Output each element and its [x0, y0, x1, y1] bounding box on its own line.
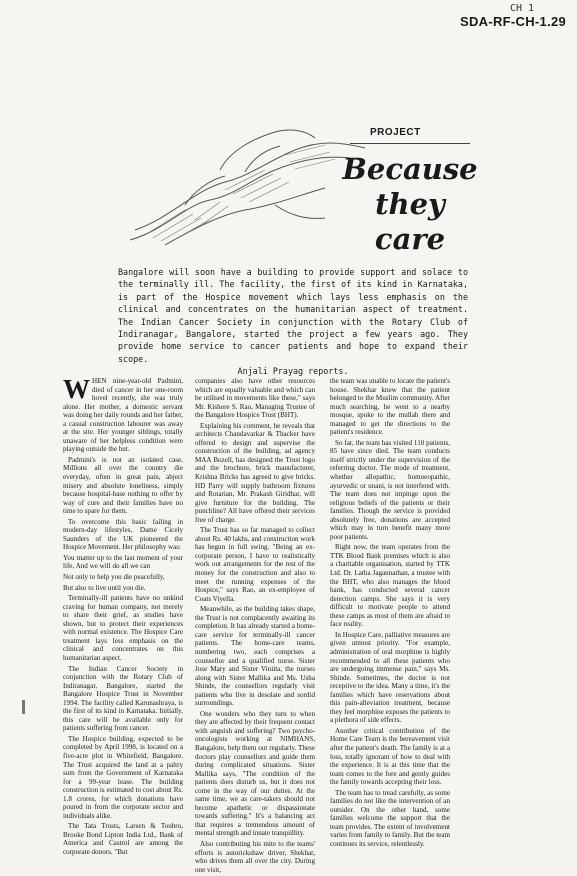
paragraph: The Indian Cancer Society in conjunction with the Rotary Club of Indiranagar, Bangalore, started the Bangalore Hospice Trust in November 1994. The facility called Karunashraya, is the first of its kind in Karnataka. Initially, this care will be available only for patients suffering from cancer. [63, 664, 183, 733]
headline-line-1: Because they [342, 152, 478, 221]
quote-line: Not only to help you die peacefully, [63, 573, 165, 582]
drop-cap: W [63, 374, 90, 404]
standfirst [118, 266, 468, 378]
paragraph: HEN nine-year-old Padmini, died of cancer in her one-room hovel recently, she was truly alone. Her mother, a domestic servant was doing her daily rounds and her father, a casual construction labourer was away at the site. Her younger siblings, totally unaware of her helpless condition were playing outside the hut. [63, 377, 183, 454]
scan-artifact [22, 700, 25, 714]
quote-line: But also to live until you die. [63, 583, 146, 592]
paragraph: Terminally-ill patients have no unkind craving for human company, not merely to share their grief, as studies have shown, but to protect their experiences with normal existence. The Hospice Care treatment lays less emphasis on the clinical and concentrates on this humanitarian aspect. [63, 594, 183, 662]
paragraph: the team was unable to locate the patient's house. Shekhar knew that the patient belonged to the Muslim community. After much searching, he went to a nearby mosque, spoke to the mullah there and managed to get the directions to the patient's residence. [330, 377, 450, 437]
paragraph: Also contributing his mite to the teams' efforts is autorickshaw driver, Shekhar, who drives them all over the city. During one visit, [195, 839, 315, 874]
paragraph: The Trust has so far managed to collect about Rs. 40 lakhs, and construction work has begun in full swing. "Being an ex-corporate person, I have to realistically work out arrangements for the rest of the money for the construction and also to meet the running expenses of the Hospice," says Rao, an ex-employee of Coats Viyella. [195, 526, 315, 603]
paragraph: Explaining his comment, he reveals that architects Chandavarkar & Thacker have offered to design and supervise the construction of the building, ad agency MAA Bozell, has designed the Trust logo and the brochure, brick manufacturer, Krishna Bricks has agreed to give bricks. HD Parry will supply bathroom fixtures and Rotarian, Mr. Prakash Giridhar, will give furniture for the building. The punchline? All have offered their services free of charge. [195, 421, 315, 524]
paragraph: To overcome this basic failing in modern-day lifestyles, Dame Cicely Saunders of the UK pioneered the Hospice Movement. Her philosophy was: [63, 517, 183, 552]
quote-line: You matter up to the last moment of your life, And we will do all we can [63, 553, 183, 571]
document-id: SDA-RF-CH-1.29 [460, 14, 567, 29]
paragraph: Another critical contribution of the Home Care Team is the bereavement visit after the patient's death. The family is at a loss, totally ignorant of how to deal with the experience. It is at this time that the team comes to the fore and gently guides the family towards accepting their loss. [330, 726, 450, 787]
paragraph: Right now, the team operates from the TTK Blood Bank premises which is also a charitable organisation, started by TTK Ltd. Dr. Latha Jagannathan, a trustee with the BHT, who also manages the blood bank, has conducted several cancer detection camps. She says it is very difficult to motivate people to attend these camps as most of them are afraid to face reality. [330, 543, 450, 629]
paragraph: The team has to tread carefully, as some families do not like the intervention of an outsider. On the other hand, some families welcome the support that the team provides. The extent of involvement varies from family to family. But the team continues its service, relentlessly. [330, 788, 450, 848]
handwritten-note: CH 1 [510, 3, 535, 14]
paragraph: The Tata Trusts, Larsen & Toubro, Brooke Bond Lipton India Ltd., Bank of America and Castrol are among the corporate donors. "But [63, 822, 183, 856]
standfirst-text: Bangalore will soon have a building to provide support and solace to the terminally ill. The facility, the first of its kind in Karnataka, is part of the Hospice movement which lays less emphasis on the clinical and concentrates on the humanitarian aspect of treatment. The Indian Cancer Society in conjunction with the Rotary Club of Indiranagar, Bangalore, started the project a few years ago. They provide home service to cancer patients and hope to expand their scope. [118, 267, 468, 364]
paragraph: The Hospice building, expected to be completed by April 1998, is located on a five-acre plot in Whitefield, Bangalore. The Trust acquired the land at a paltry sum from the Government of Karnataka for a 99-year lease. The building construction is estimated to cost about Rs. 1.8 crores, for which donations have poured in from the corporate sector and individuals alike. [63, 734, 183, 820]
headline-line-2: care [374, 222, 446, 256]
article-column-1 [63, 374, 183, 859]
byline: Anjali Prayag reports. [237, 366, 349, 377]
section-rule [350, 143, 470, 144]
paragraph: companies also have other resources which are equally valuable and which can be utilised in movements like these," says Mr. Kishore S. Rao, Managing Trustee of the Bangalore Hospice Trust (BHT). [195, 377, 315, 420]
paragraph: So far, the team has visited 110 patients, 85 have since died. The team conducts itself strictly under the supervision of the referring doctor. The mode of treatment, whether allopathic, homoeopathic, ayurvedic or unani, is not interfered with. The team does not impinge upon the religious beliefs of the patients or their families. Though the service is provided absolutely free, donations are accepted which may in turn benefit many more poor patients. [330, 438, 450, 541]
paragraph: One wonders who they turn to when they are affected by their frequent contact with anguish and suffering? Two psycho-oncologists working at NIMHANS, Bangalore, help them out regularly. These doctors play counsellors and guide them during complicated situations. Sister Mallika says, "The condition of the patients does disturb us, but it does not come in the way of our duties. At the same time, we as care-takers should not become apathetic or dispassionate towards suffering." It's a balancing act that requires a tremendous amount of mental strength and innate tranquillity. [195, 709, 315, 838]
headline [330, 152, 490, 257]
paragraph: In Hospice Care, palliative measures are given utmost priority. "For example, administration of oral morphine is highly recommended to all these patients who are undergoing immense pain," says Ms. Shinde. Sometimes, the doctor is not receptive to the idea. Many a time, it's the families which have reservations about this pain-alleviation treatment, because they feel morphine exposes the patients to a plethora of side effects. [330, 630, 450, 725]
section-label: PROJECT [370, 127, 421, 138]
article-column-2 [195, 377, 315, 876]
paragraph: Padmini's is not an isolated case. Millions all over the country die everyday, often in great pain, abject misery and absolute loneliness, simply because hospital-base nothing to offer by way of cure and their families have no time to spare for them. [63, 455, 183, 516]
paragraph: Meanwhile, as the building takes shape, the Trust is not complacently awaiting its completion. It has already started a home-care service for terminally-ill cancer patients. The home-care teams, numbering two, each comprises a counsellor and a qualified nurse. Sister Jose Mary and Sister Viniita, the nurses along with Sister Mallika and Ms. Usha Shinde, the counsellors regularly visit patients who live in desolate and sordid surroundings. [195, 605, 315, 708]
article-column-3 [330, 377, 450, 851]
